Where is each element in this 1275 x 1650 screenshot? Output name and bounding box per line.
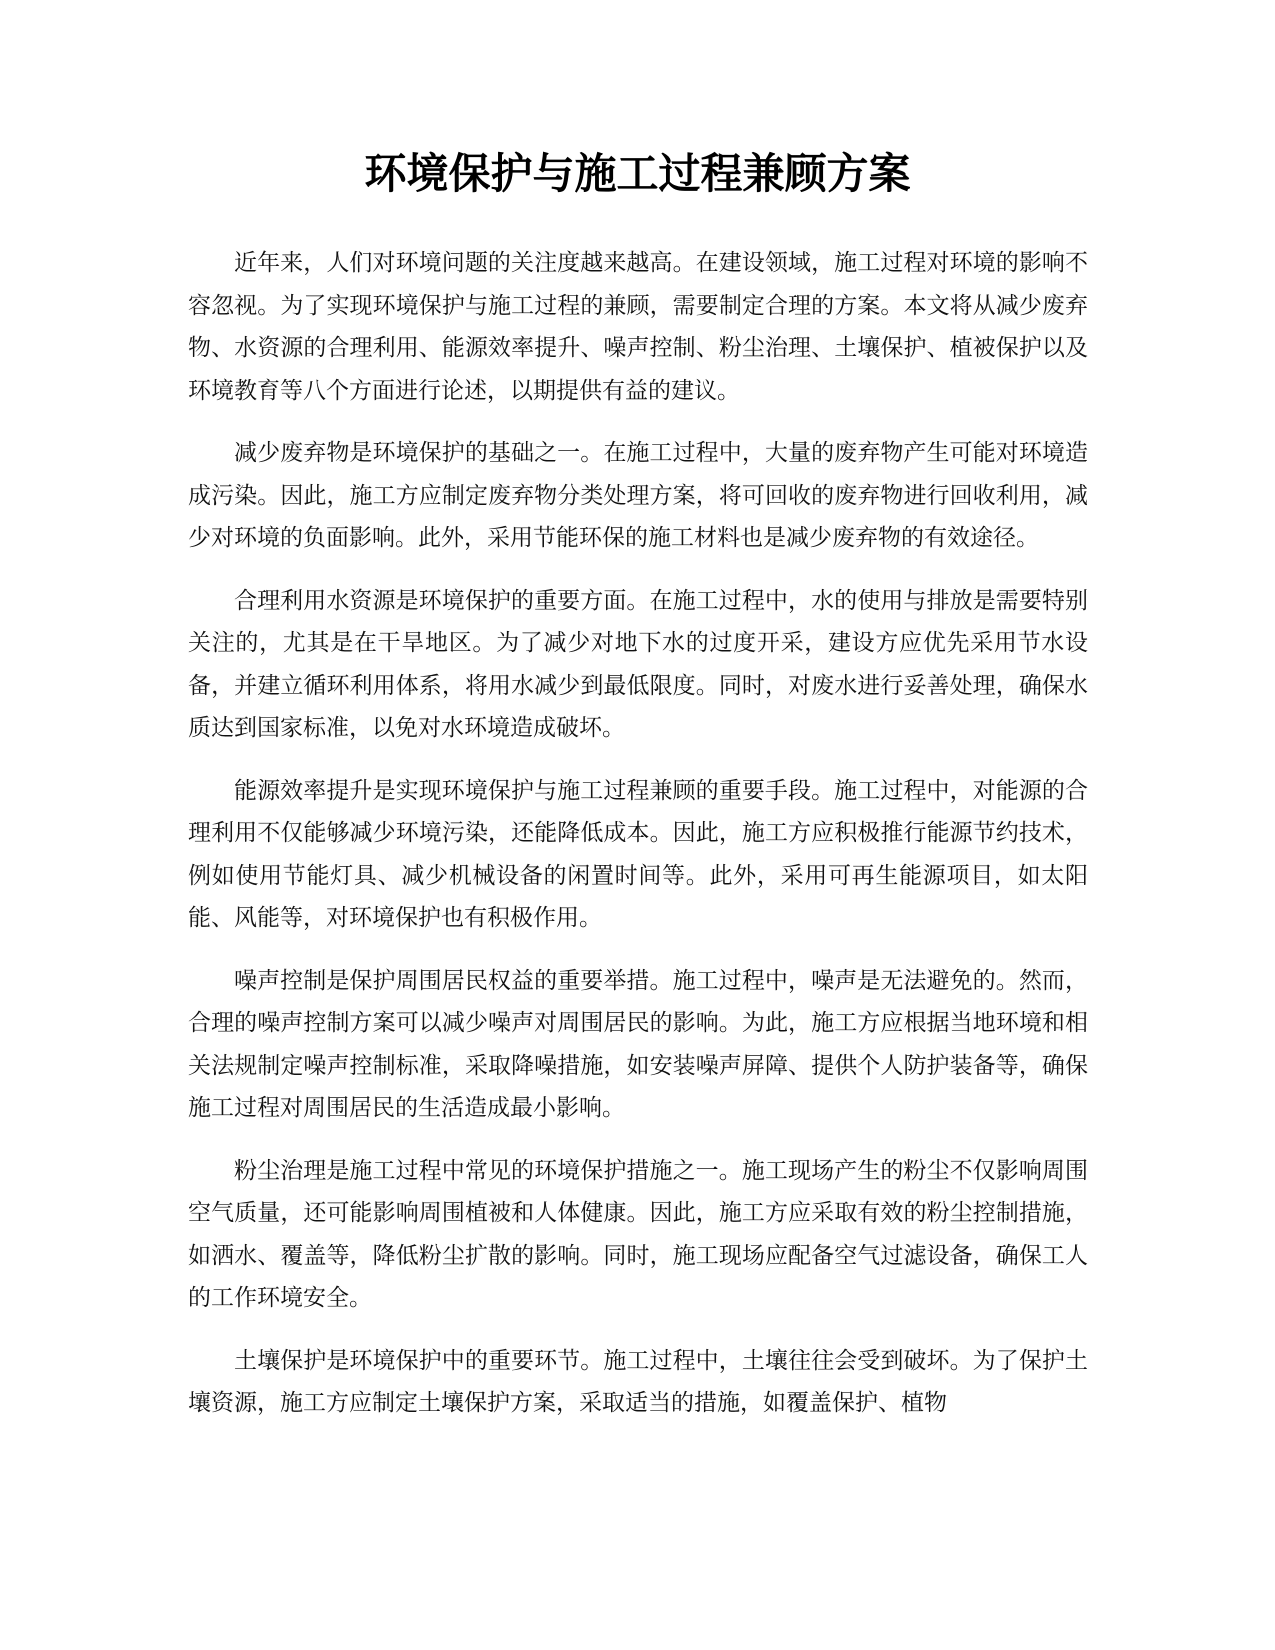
document-title: 环境保护与施工过程兼顾方案 bbox=[364, 149, 911, 198]
paragraph-energy-efficiency: 能源效率提升是实现环境保护与施工过程兼顾的重要手段。施工过程中，对能源的合理利用不仅能够减少环境污染，还能降低成本。因此，施工方应积极推行能源节约技术，例如使用节能灯具、减少机械设备的闲置时间等。此外，采用可再生能源项目，如太阳能、风能等，对环境保护也有积极作用。 bbox=[188, 777, 1088, 931]
document-body bbox=[188, 242, 1088, 1445]
paragraph-soil-protection: 土壤保护是环境保护中的重要环节。施工过程中，土壤往往会受到破坏。为了保护土壤资源，施工方应制定土壤保护方案，采取适当的措施，如覆盖保护、植物 bbox=[188, 1347, 1088, 1416]
paragraph-dust-control: 粉尘治理是施工过程中常见的环境保护措施之一。施工现场产生的粉尘不仅影响周围空气质量，还可能影响周围植被和人体健康。因此，施工方应采取有效的粉尘控制措施，如洒水、覆盖等，降低粉尘扩散的影响。同时，施工现场应配备空气过滤设备，确保工人的工作环境安全。 bbox=[188, 1157, 1088, 1311]
paragraph-intro: 近年来，人们对环境问题的关注度越来越高。在建设领域，施工过程对环境的影响不容忽视。为了实现环境保护与施工过程的兼顾，需要制定合理的方案。本文将从减少废弃物、水资源的合理利用、能源效率提升、噪声控制、粉尘治理、土壤保护、植被保护以及环境教育等八个方面进行论述，以期提供有益的建议。 bbox=[188, 250, 1088, 404]
paragraph-noise-control: 噪声控制是保护周围居民权益的重要举措。施工过程中，噪声是无法避免的。然而，合理的噪声控制方案可以减少噪声对周围居民的影响。为此，施工方应根据当地环境和相关法规制定噪声控制标准，采取降噪措施，如安装噪声屏障、提供个人防护装备等，确保施工过程对周围居民的生活造成最小影响。 bbox=[188, 967, 1088, 1121]
paragraph-water-resources: 合理利用水资源是环境保护的重要方面。在施工过程中，水的使用与排放是需要特别关注的，尤其是在干旱地区。为了减少对地下水的过度开采，建设方应优先采用节水设备，并建立循环利用体系，将用水减少到最低限度。同时，对废水进行妥善处理，确保水质达到国家标准，以免对水环境造成破坏。 bbox=[188, 587, 1088, 741]
paragraph-waste-reduction: 减少废弃物是环境保护的基础之一。在施工过程中，大量的废弃物产生可能对环境造成污染。因此，施工方应制定废弃物分类处理方案，将可回收的废弃物进行回收利用，减少对环境的负面影响。此外，采用节能环保的施工材料也是减少废弃物的有效途径。 bbox=[188, 440, 1088, 551]
